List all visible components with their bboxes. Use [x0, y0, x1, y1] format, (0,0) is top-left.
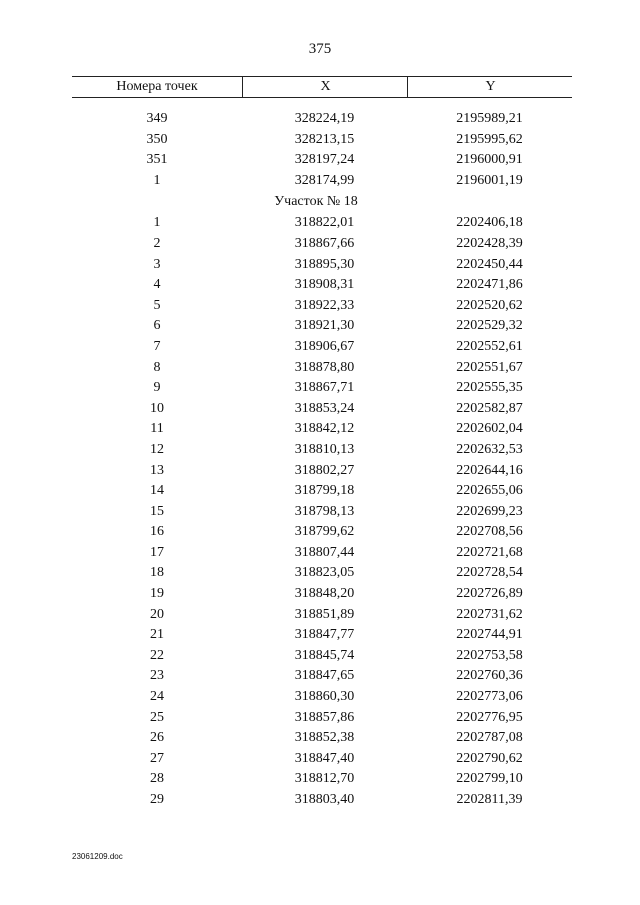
y-coordinate: 2202728,54: [456, 565, 523, 581]
table-row: [72, 150, 572, 171]
point-number: 350: [146, 131, 168, 147]
x-coordinate: 328213,15: [294, 131, 355, 147]
x-coordinate: 318810,13: [294, 441, 355, 457]
table-row: [72, 440, 572, 461]
y-coordinate: 2202602,04: [456, 421, 523, 437]
x-coordinate: 318922,33: [294, 297, 355, 313]
x-coordinate: 318823,05: [294, 565, 355, 581]
y-coordinate: 2202644,16: [456, 462, 523, 478]
table-row: [72, 625, 572, 646]
y-coordinate: 2195995,62: [456, 131, 523, 147]
x-coordinate: 318906,67: [294, 338, 355, 354]
x-coordinate: 318847,40: [294, 750, 355, 766]
table-row: [72, 646, 572, 667]
y-coordinate: 2196001,19: [456, 172, 523, 188]
point-number: 16: [150, 524, 164, 540]
y-coordinate: 2202555,35: [456, 380, 523, 396]
x-coordinate: 318845,74: [294, 647, 355, 663]
point-number: 1: [153, 172, 161, 188]
y-coordinate: 2202428,39: [456, 235, 523, 251]
x-coordinate: 318847,77: [294, 627, 355, 643]
x-coordinate: 318921,30: [294, 318, 355, 334]
table-row: [72, 419, 572, 440]
table-row: [72, 461, 572, 482]
x-coordinate: 318842,12: [294, 421, 355, 437]
y-coordinate: 2202731,62: [456, 606, 523, 622]
y-coordinate: 2202699,23: [456, 503, 523, 519]
rows-before-section: [72, 109, 572, 191]
x-coordinate: 318857,86: [294, 709, 355, 725]
x-coordinate: 318807,44: [294, 544, 355, 560]
header-point-numbers: Номера точек: [116, 79, 198, 94]
table-row: [72, 109, 572, 130]
point-number: 2: [153, 235, 161, 251]
y-coordinate: 2202655,06: [456, 483, 523, 499]
section-title: Участок № 18: [274, 194, 358, 210]
y-coordinate: 2202753,58: [456, 647, 523, 663]
y-coordinate: 2202632,53: [456, 441, 523, 457]
point-number: 349: [146, 111, 168, 126]
point-number: 19: [150, 586, 164, 602]
y-coordinate: 2202471,86: [456, 277, 523, 293]
footer-filename: 23061209.doc: [72, 852, 123, 861]
page-number: 375: [308, 41, 332, 57]
x-coordinate: 318853,24: [294, 400, 355, 416]
x-coordinate: 318799,62: [294, 524, 355, 540]
table-row: [72, 316, 572, 337]
coordinates-table-body: [72, 109, 572, 811]
point-number: 17: [150, 544, 164, 560]
x-coordinate: 318812,70: [294, 771, 355, 787]
point-number: 24: [150, 689, 164, 705]
point-number: 3: [153, 256, 161, 272]
x-coordinate: 318852,38: [294, 730, 355, 746]
point-number: 12: [150, 441, 164, 457]
y-coordinate: 2202406,18: [456, 215, 523, 231]
y-coordinate: 2202790,62: [456, 750, 523, 766]
point-number: 5: [153, 297, 161, 313]
x-coordinate: 318867,66: [294, 235, 355, 251]
point-number: 4: [153, 277, 161, 293]
point-number: 26: [150, 730, 164, 746]
y-coordinate: 2202811,39: [456, 792, 523, 807]
point-number: 28: [150, 771, 164, 787]
table-row: [72, 790, 572, 811]
x-coordinate: 318802,27: [294, 462, 355, 478]
table-header: [72, 76, 572, 98]
table-row: [72, 502, 572, 523]
point-number: 22: [150, 647, 164, 663]
x-coordinate: 318847,65: [294, 668, 355, 684]
y-coordinate: 2202708,56: [456, 524, 523, 540]
table-row: [72, 605, 572, 626]
table-row: [72, 213, 572, 234]
x-coordinate: 318895,30: [294, 256, 355, 272]
table-row: [72, 522, 572, 543]
point-number: 18: [150, 565, 164, 581]
table-row: [72, 749, 572, 770]
y-coordinate: 2202776,95: [456, 709, 523, 725]
y-coordinate: 2202551,67: [456, 359, 523, 375]
x-coordinate: 318803,40: [294, 792, 355, 807]
y-coordinate: 2202450,44: [456, 256, 523, 272]
y-coordinate: 2202721,68: [456, 544, 523, 560]
point-number: 11: [150, 421, 164, 437]
header-y: Y: [407, 77, 573, 97]
point-number: 29: [150, 792, 164, 807]
y-coordinate: 2202773,06: [456, 689, 523, 705]
table-row: [72, 358, 572, 379]
x-coordinate: 318908,31: [294, 277, 355, 293]
table-row: [72, 337, 572, 358]
y-coordinate: 2202726,89: [456, 586, 523, 602]
table-row: [72, 728, 572, 749]
y-coordinate: 2196000,91: [456, 152, 523, 168]
point-number: 23: [150, 668, 164, 684]
y-coordinate: 2202787,08: [456, 730, 523, 746]
table-row: [72, 563, 572, 584]
header-x: X: [242, 77, 408, 97]
point-number: 7: [153, 338, 161, 354]
x-coordinate: 318822,01: [294, 215, 355, 231]
point-number: 6: [153, 318, 161, 334]
table-row: [72, 296, 572, 317]
point-number: 25: [150, 709, 164, 725]
table-row: [72, 234, 572, 255]
x-coordinate: 318860,30: [294, 689, 355, 705]
table-row: [72, 171, 572, 192]
y-coordinate: 2202760,36: [456, 668, 523, 684]
x-coordinate: 328224,19: [294, 111, 355, 126]
point-number: 27: [150, 750, 164, 766]
y-coordinate: 2202552,61: [456, 338, 523, 354]
table-row: [72, 130, 572, 151]
point-number: 13: [150, 462, 164, 478]
y-coordinate: 2202799,10: [456, 771, 523, 787]
x-coordinate: 318848,20: [294, 586, 355, 602]
point-number: 14: [150, 483, 164, 499]
y-coordinate: 2202744,91: [456, 627, 523, 643]
table-row: [72, 708, 572, 729]
x-coordinate: 318878,80: [294, 359, 355, 375]
point-number: 1: [153, 215, 161, 231]
point-number: 8: [153, 359, 161, 375]
table-row: [72, 275, 572, 296]
table-row: [72, 584, 572, 605]
x-coordinate: 318867,71: [294, 380, 355, 396]
table-row: [72, 399, 572, 420]
y-coordinate: 2202529,32: [456, 318, 523, 334]
table-row: [72, 687, 572, 708]
point-number: 20: [150, 606, 164, 622]
point-number: 15: [150, 503, 164, 519]
point-number: 10: [150, 400, 164, 416]
x-coordinate: 318799,18: [294, 483, 355, 499]
point-number: 9: [153, 380, 161, 396]
table-row: [72, 769, 572, 790]
y-coordinate: 2202582,87: [456, 400, 523, 416]
x-coordinate: 328174,99: [294, 172, 355, 188]
y-coordinate: 2195989,21: [456, 111, 523, 126]
x-coordinate: 318798,13: [294, 503, 355, 519]
table-row: [72, 378, 572, 399]
table-row: [72, 481, 572, 502]
table-row: [72, 666, 572, 687]
y-coordinate: 2202520,62: [456, 297, 523, 313]
point-number: 351: [146, 152, 168, 168]
table-row: [72, 255, 572, 276]
point-number: 21: [150, 627, 164, 643]
x-coordinate: 328197,24: [294, 152, 355, 168]
rows-section-18: [72, 213, 572, 810]
table-row: [72, 543, 572, 564]
x-coordinate: 318851,89: [294, 606, 355, 622]
